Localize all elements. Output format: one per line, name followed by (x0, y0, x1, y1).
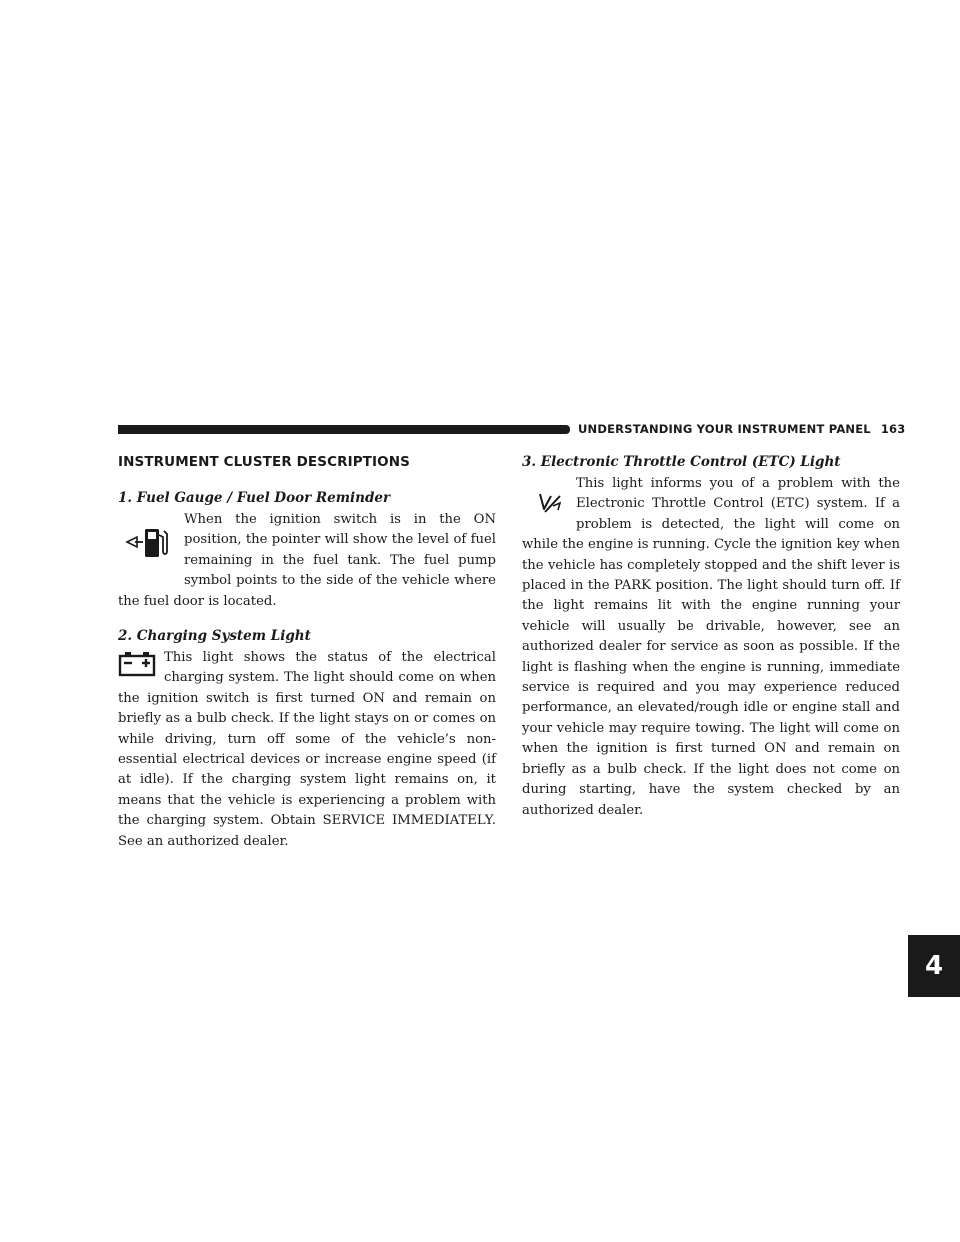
item-body-text: When the ignition switch is in the ON position, the pointer will show the level of fuel remaining in the fuel tank. The fuel pump symbol points to the side of the vehicle where the fuel door is located. (118, 512, 496, 609)
header-section-title: UNDERSTANDING YOUR INSTRUMENT PANEL (578, 422, 871, 436)
item-body (118, 510, 496, 612)
item-charging-system (118, 626, 496, 852)
item-body (118, 648, 496, 852)
item-title: 2. Charging System Light (118, 628, 311, 645)
item-etc-light (522, 452, 900, 821)
right-column (522, 452, 900, 835)
page-number: 163 (880, 422, 906, 436)
throttle-icon (522, 474, 576, 532)
battery-icon (118, 650, 156, 678)
left-column (118, 452, 496, 866)
item-body-text: This light informs you of a problem with the Electronic Throttle Control (ETC) system. If a problem is detected, the light will come on while the engine is running. Cycle the ignition key when the vehicle has completely stopped and the shift lever is placed in the PARK position. The light should turn off. If the light remains lit with the engine running your vehicle will usually be drivable, however, see an authorized dealer for service as soon as possible. If the light is flashing when the engine is running, immediate service is required and you may experience reduced performance, an elevated/rough idle or engine stall and your vehicle may require towing. The light will come on when the ignition is first turned ON and remain on briefly as a bulb check. If the light does not come on during starting, have the system checked by an authorized dealer. (522, 476, 900, 818)
header-rule (118, 425, 570, 434)
chapter-tab: 4 (908, 935, 960, 997)
running-header (578, 422, 905, 436)
item-fuel-gauge (118, 488, 496, 612)
item-title: 1. Fuel Gauge / Fuel Door Reminder (118, 490, 391, 506)
item-body-text: This light shows the status of the electrical charging system. The light should come on when the ignition switch is first turned ON and remain on briefly as a bulb check. If the light stays on or comes on while driving, turn off some of the vehicle’s non-essential electrical devices or increase engine speed (if at idle). If the charging system light remains on, it means that the vehicle is experiencing a problem with the charging system. Obtain SERVICE IMMEDIATELY. See an authorized dealer. (118, 650, 496, 849)
item-title: 3. Electronic Throttle Control (ETC) Light (522, 454, 841, 470)
item-body (522, 474, 900, 821)
fuel-pump-icon (118, 510, 178, 574)
section-heading: INSTRUMENT CLUSTER DESCRIPTIONS (118, 454, 410, 470)
